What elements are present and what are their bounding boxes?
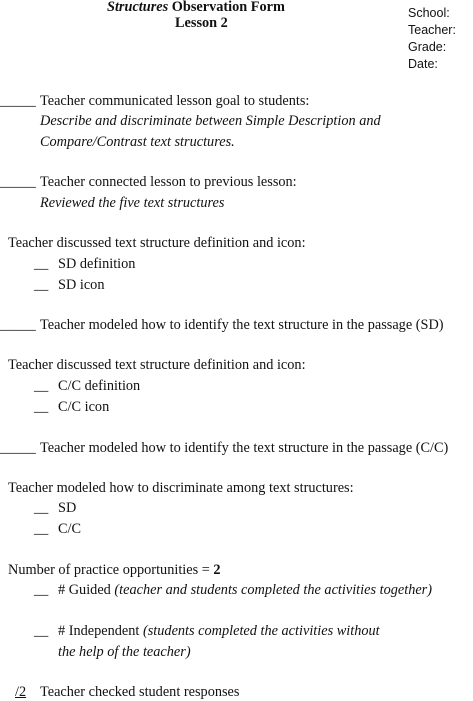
modeled-cc-blank: _____ <box>0 440 36 456</box>
cc-definition-label: C/C definition <box>58 378 141 394</box>
discriminate-sd-blank: __ <box>34 500 49 516</box>
connected-blank: _____ <box>0 174 36 190</box>
goal-blank: _____ <box>0 93 36 109</box>
modeled-sd-blank: _____ <box>0 317 36 333</box>
school-field: School: <box>408 6 450 20</box>
independent-note-1: (students completed the activities without <box>142 623 380 639</box>
grade-field: Grade: <box>408 40 447 54</box>
practice-count: 2 <box>213 562 221 578</box>
discriminate-cc-blank: __ <box>34 521 49 537</box>
sd-icon-label: SD icon <box>58 277 105 293</box>
guided-label: # Guided <box>58 582 115 598</box>
date-field: Date: <box>408 57 438 71</box>
discriminate-cc-label: C/C <box>58 521 82 537</box>
discussed-sd-label: Teacher discussed text structure definition and icon: <box>8 235 306 251</box>
discussed-cc-label: Teacher discussed text structure definition and icon: <box>8 357 306 373</box>
cc-icon-label: C/C icon <box>58 399 110 415</box>
practice-label: Number of practice opportunities = <box>8 562 214 578</box>
independent-note-2: the help of the teacher) <box>58 644 191 660</box>
independent-label: # Independent <box>58 623 143 639</box>
goal-detail-1: Describe and discriminate between Simple Description and <box>40 113 381 129</box>
practice-opportunities <box>8 563 221 577</box>
independent-line <box>58 624 380 638</box>
connected-detail: Reviewed the five text structures <box>40 195 225 211</box>
modeled-sd-label: Teacher modeled how to identify the text structure in the passage (SD) <box>40 317 444 333</box>
independent-blank: __ <box>34 623 49 639</box>
form-title-italic: Structures <box>107 0 169 15</box>
cc-icon-blank: __ <box>34 399 49 415</box>
sd-definition-label: SD definition <box>58 256 136 272</box>
sd-definition-blank: __ <box>34 256 49 272</box>
form-title-rest: Observation Form <box>168 0 285 15</box>
checked-label: Teacher checked student responses <box>40 684 240 700</box>
form-title <box>107 0 285 14</box>
form-subtitle: Lesson 2 <box>175 15 228 31</box>
goal-label: Teacher communicated lesson goal to students: <box>40 93 310 109</box>
guided-blank: __ <box>34 582 49 598</box>
sd-icon-blank: __ <box>34 277 49 293</box>
goal-detail-2: Compare/Contrast text structures. <box>40 134 235 150</box>
modeled-cc-label: Teacher modeled how to identify the text structure in the passage (C/C) <box>40 440 449 456</box>
teacher-field: Teacher: <box>408 23 456 37</box>
discriminate-label: Teacher modeled how to discriminate among text structures: <box>8 480 354 496</box>
guided-note: (teacher and students completed the activities together) <box>114 582 433 598</box>
cc-definition-blank: __ <box>34 378 49 394</box>
checked-score: /2 <box>15 684 27 700</box>
guided-line <box>58 583 432 597</box>
discriminate-sd-label: SD <box>58 500 77 516</box>
connected-label: Teacher connected lesson to previous lesson: <box>40 174 297 190</box>
